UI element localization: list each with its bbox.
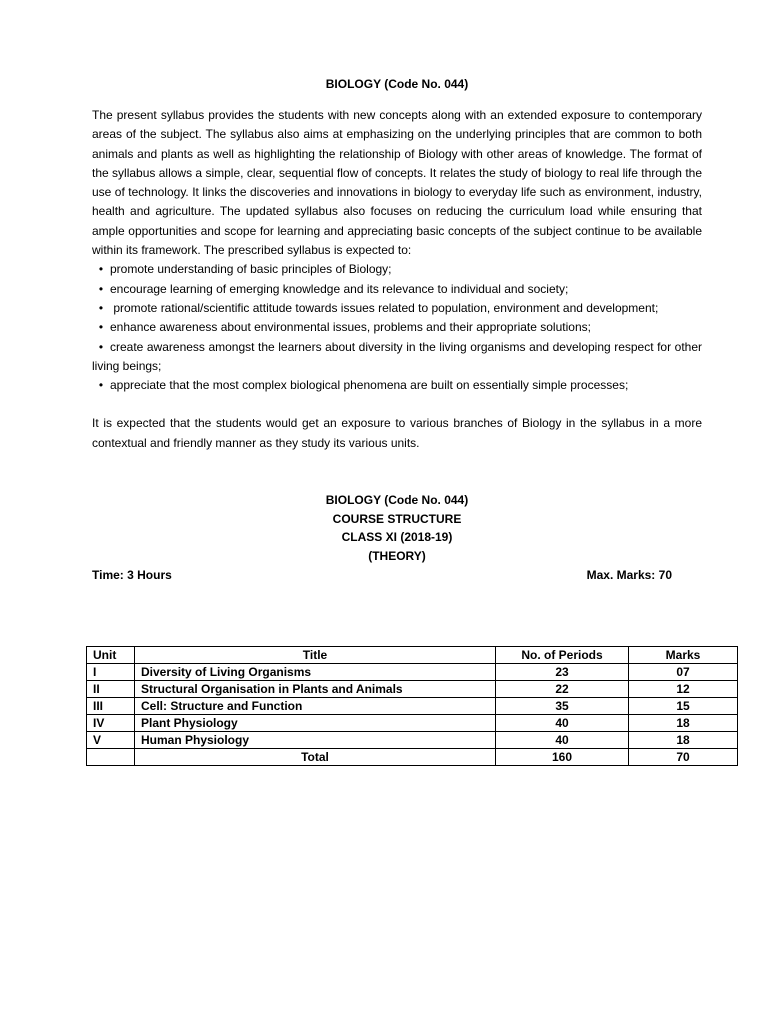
table-row — [87, 681, 738, 698]
cell-unit: I — [87, 664, 135, 681]
table-row — [87, 732, 738, 749]
course-section: (THEORY) — [368, 548, 426, 563]
cell-title: Human Physiology — [135, 732, 496, 749]
list-item-text: create awareness amongst the learners about diversity in the living organisms and developing respect for other living beings; — [92, 339, 702, 373]
cell-marks: 15 — [629, 698, 738, 715]
list-item — [92, 318, 702, 337]
list-item — [92, 299, 702, 318]
table-header-row — [87, 647, 738, 664]
course-structure-header — [92, 491, 702, 565]
list-item-text: enhance awareness about environmental issues, problems and their appropriate solutions; — [110, 320, 591, 335]
exam-info-row — [92, 566, 672, 584]
cell-periods: 23 — [496, 664, 629, 681]
list-item-text: encourage learning of emerging knowledge and its relevance to individual and society; — [110, 281, 569, 296]
cell-unit: V — [87, 732, 135, 749]
cell-periods: 40 — [496, 732, 629, 749]
page-title: BIOLOGY (Code No. 044) — [325, 77, 469, 91]
cell-periods: 40 — [496, 715, 629, 732]
table-row — [87, 698, 738, 715]
cell-total-marks: 70 — [629, 749, 738, 766]
list-item-text: promote understanding of basic principles of Biology; — [110, 262, 392, 277]
cell-title: Diversity of Living Organisms — [135, 664, 496, 681]
cell-periods: 22 — [496, 681, 629, 698]
header-periods: No. of Periods — [496, 647, 629, 664]
cell-unit-empty — [87, 749, 135, 766]
bullet-icon: • — [98, 378, 104, 393]
cell-total-periods: 160 — [496, 749, 629, 766]
course-subtitle: COURSE STRUCTURE — [332, 511, 462, 526]
header-marks: Marks — [629, 647, 738, 664]
cell-unit: III — [87, 698, 135, 715]
closing-paragraph: It is expected that the students would get an exposure to various branches of Biology in the syllabus in a more contextual and friendly manner as they study its various units. — [92, 416, 702, 450]
bullet-icon: • — [98, 339, 104, 354]
cell-marks: 18 — [629, 732, 738, 749]
list-item — [92, 260, 702, 279]
syllabus-page — [92, 76, 702, 584]
table-row — [87, 715, 738, 732]
cell-periods: 35 — [496, 698, 629, 715]
exam-max-marks: Max. Marks: 70 — [586, 568, 672, 583]
cell-marks: 07 — [629, 664, 738, 681]
cell-title: Cell: Structure and Function — [135, 698, 496, 715]
cell-unit: IV — [87, 715, 135, 732]
bullet-icon: • — [98, 320, 104, 335]
bullet-icon: • — [98, 281, 104, 296]
header-unit: Unit — [87, 647, 135, 664]
cell-total-label: Total — [135, 749, 496, 766]
exam-time: Time: 3 Hours — [92, 568, 172, 583]
list-item — [92, 280, 702, 299]
list-item-text: promote rational/scientific attitude towards issues related to population, environment and development; — [110, 300, 659, 315]
header-title: Title — [135, 647, 496, 664]
course-table-wrapper — [86, 646, 738, 766]
objectives-list — [92, 260, 702, 395]
course-class: CLASS XI (2018-19) — [341, 530, 453, 545]
cell-marks: 12 — [629, 681, 738, 698]
bullet-icon: • — [98, 262, 104, 277]
list-item — [92, 376, 702, 395]
course-structure-table — [86, 646, 738, 766]
course-title: BIOLOGY (Code No. 044) — [325, 493, 469, 508]
list-item-text: appreciate that the most complex biological phenomena are built on essentially simple processes; — [110, 378, 629, 393]
bullet-icon: • — [98, 300, 104, 315]
cell-title: Structural Organisation in Plants and Animals — [135, 681, 496, 698]
table-row — [87, 664, 738, 681]
cell-title: Plant Physiology — [135, 715, 496, 732]
cell-marks: 18 — [629, 715, 738, 732]
cell-unit: II — [87, 681, 135, 698]
table-total-row — [87, 749, 738, 766]
list-item — [92, 338, 702, 377]
intro-paragraph: The present syllabus provides the students with new concepts along with an extended exposure to contemporary areas of the subject. The syllabus also aims at emphasizing on the underlying principles that are common to both animals and plants as well as highlighting the relationship of Biology with other areas of knowledge. The format of the syllabus allows a simple, clear, sequential flow of concepts. It relates the study of biology to real life through the use of technology. It links the discoveries and innovations in biology to everyday life such as environment, industry, health and agriculture. The updated syllabus also focuses on reducing the curriculum load while ensuring that ample opportunities and scope for learning and appreciating basic concepts of the subject continue to be available within its framework. The prescribed syllabus is expected to: — [92, 108, 702, 258]
